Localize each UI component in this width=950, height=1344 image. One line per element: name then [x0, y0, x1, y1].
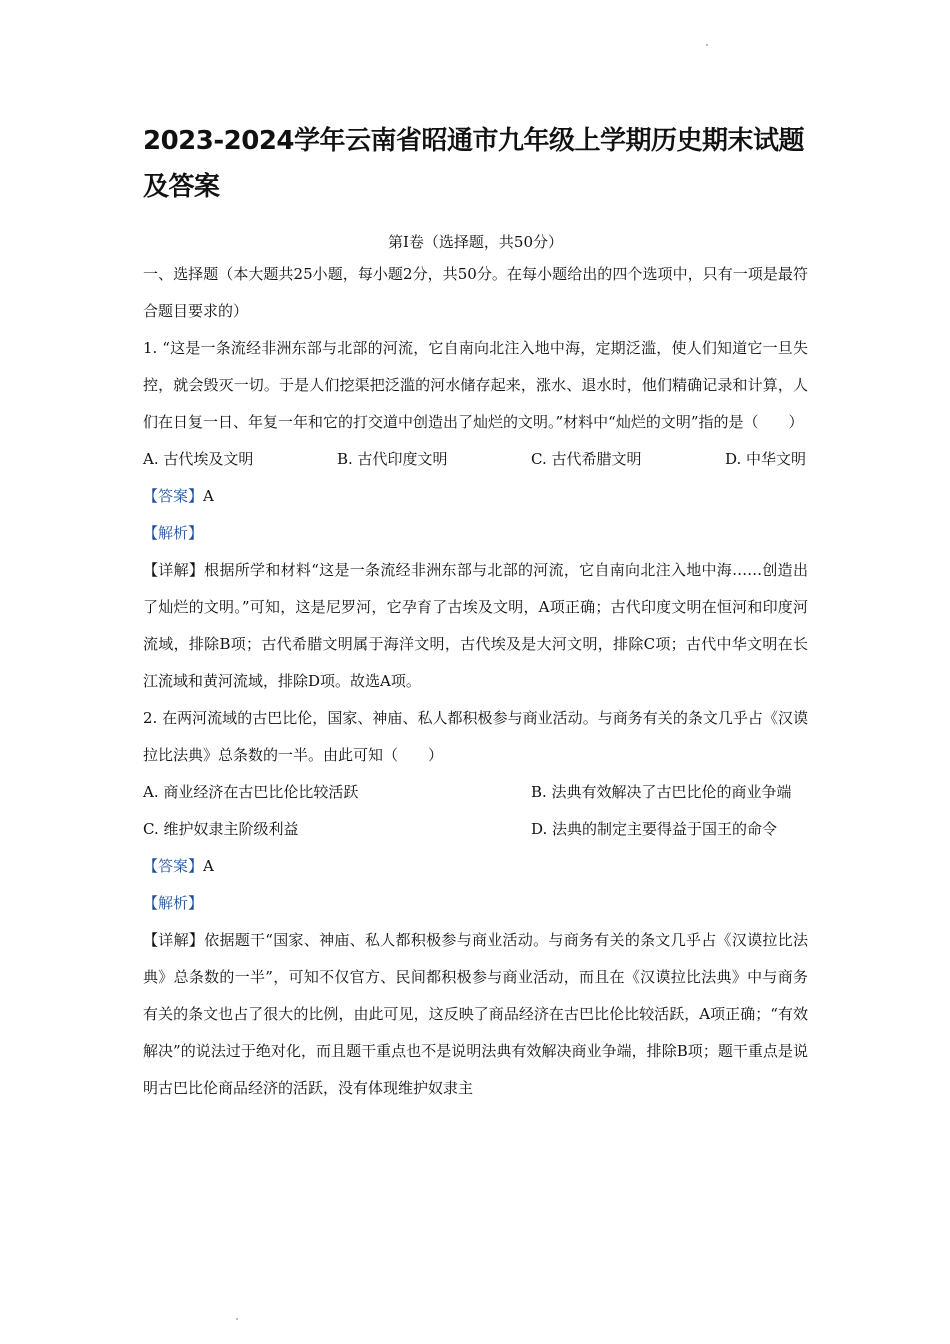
answer-value: A	[203, 487, 214, 505]
question-2-answer	[143, 848, 808, 885]
question-1-option-b: B. 古代印度文明	[337, 450, 448, 468]
question-1-stem: 1. “这是一条流经非洲东部与北部的河流，它自南向北注入地中海，定期泛滥，使人们知道它一旦失控，就会毁灭一切。于是人们挖渠把泛滥的河水储存起来，涨水、退水时，他们精确记录和计算，人们在日复一日、年复一年和它的打交道中创造出了灿烂的文明。”材料中“灿烂的文明”指的是（ ）	[143, 339, 808, 431]
section-title: 第Ⅰ卷（选择题，共50分）	[387, 233, 563, 251]
scan-dot	[236, 1318, 238, 1320]
question-1-answer	[143, 478, 808, 515]
question-1-options	[143, 441, 808, 478]
detail-text: 根据所学和材料“这是一条流经非洲东部与北部的河流，它自南向北注入地中海……创造出了灿烂的文明。”可知，这是尼罗河，它孕育了古埃及文明，A项正确；古代印度文明在恒河和印度河流域，排除B项；古代希腊文明属于海洋文明，古代埃及是大河文明，排除C项；古代中华文明在长江流域和黄河流域，排除D项。故选A项。	[143, 561, 808, 690]
question-1-detail	[143, 552, 808, 700]
analysis-label: 【解析】	[143, 524, 204, 542]
answer-label: 【答案】	[143, 487, 204, 505]
question-2-option-c: C. 维护奴隶主阶级利益	[143, 820, 299, 838]
instructions: 一、选择题（本大题共25小题，每小题2分，共50分。在每小题给出的四个选项中，只有一项是最符合题目要求的）	[143, 265, 808, 320]
question-2-option-a: A. 商业经济在古巴比伦比较活跃	[143, 783, 359, 801]
question-2-stem: 2. 在两河流域的古巴比伦，国家、神庙、私人都积极参与商业活动。与商务有关的条文几乎占《汉谟拉比法典》总条数的一半。由此可知（ ）	[143, 709, 808, 764]
question-1-option-c: C. 古代希腊文明	[531, 450, 642, 468]
document-title: 2023-2024学年云南省昭通市九年级上学期历史期末试题及答案	[143, 126, 805, 202]
detail-label: 【详解】	[143, 561, 205, 579]
question-2-analysis	[143, 885, 808, 922]
question-2-options-row-1	[143, 774, 808, 811]
answer-value: A	[203, 857, 214, 875]
detail-label: 【详解】	[143, 931, 205, 949]
question-1-analysis	[143, 515, 808, 552]
question-1-option-d: D. 中华文明	[725, 450, 807, 468]
analysis-label: 【解析】	[143, 894, 204, 912]
question-2-detail	[143, 922, 808, 1107]
question-1-option-a: A. 古代埃及文明	[143, 450, 254, 468]
detail-text: 依据题干“国家、神庙、私人都积极参与商业活动。与商务有关的条文几乎占《汉谟拉比法典》总条数的一半”，可知不仅官方、民间都积极参与商业活动，而且在《汉谟拉比法典》中与商务有关的条文也占了很大的比例，由此可见，这反映了商品经济在古巴比伦比较活跃，A项正确；“有效解决”的说法过于绝对化，而且题干重点也不是说明法典有效解决商业争端，排除B项；题干重点是说明古巴比伦商品经济的活跃，没有体现维护奴隶主	[143, 931, 808, 1097]
document-body	[143, 118, 808, 1107]
answer-label: 【答案】	[143, 857, 204, 875]
question-2-option-b: B. 法典有效解决了古巴比伦的商业争端	[531, 783, 792, 801]
question-2-option-d: D. 法典的制定主要得益于国王的命令	[531, 820, 778, 838]
scan-dot	[706, 44, 708, 46]
question-2-options-row-2	[143, 811, 808, 848]
